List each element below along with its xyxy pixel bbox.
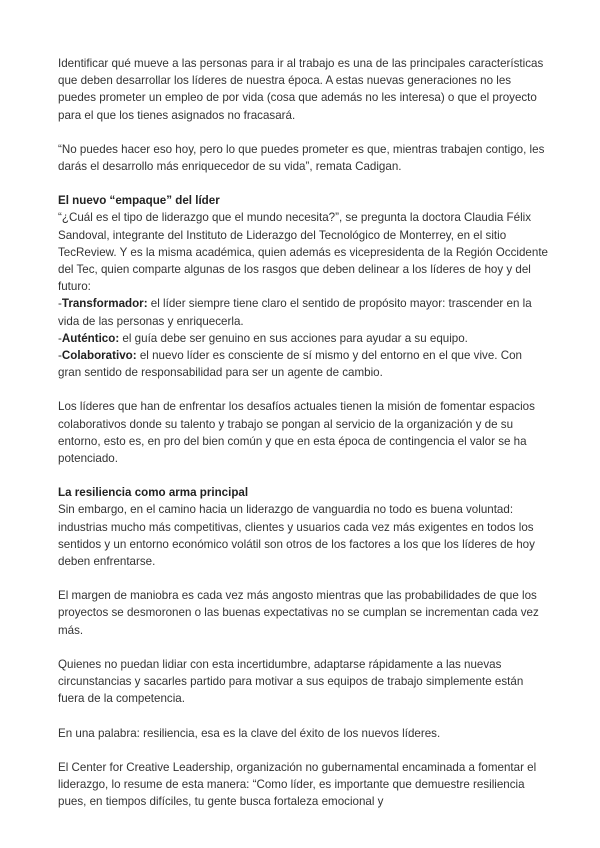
trait-description: el nuevo líder es consciente de sí mismo y del entorno en el que vive. Con gran sentido de responsabilidad para ser un agente de cambio. [58,349,522,380]
trait-term: Colaborativo: [61,349,137,363]
vanguard-paragraph: Sin embargo, en el camino hacia un liderazgo de vanguardia no todo es buena voluntad: industrias mucho más competitivas, clientes y usuarios cada vez más exigentes en todos los sentidos y un entorno económico volátil son otros de los factores a los que los líderes de hoy deben enfrentarse. [58,503,535,569]
trait-dash: - [58,349,62,363]
challenges-paragraph: Los líderes que han de enfrentar los desafíos actuales tienen la misión de fomentar espacios colaborativos donde su talento y trabajo se pongan al servicio de la organización y de su entorno, esto es, en pro del bien común y que en esta época de contingencia el valor se ha potenciado. [58,400,535,466]
trait-dash: - [58,297,62,311]
document-page [58,55,548,810]
trait-description: el guía debe ser genuino en sus acciones para ayudar a su equipo. [119,331,468,345]
trait-dash: - [58,331,62,345]
leadership-question-paragraph: “¿Cuál es el tipo de liderazgo que el mundo necesita?”, se pregunta la doctora Claudia Félix Sandoval, integrante del Instituto de Liderazgo del Tecnológico de Monterrey, en el sitio TecReview. Y es la misma académica, quien además es vicepresidenta de la Región Occidente del Tec, quien comparte algunas de los rasgos que deben delinear a los líderes de hoy y del futuro: [58,211,548,294]
section-heading-empaque: El nuevo “empaque” del líder [58,194,220,208]
trait-term: Auténtico: [61,331,120,345]
trait-transformador [58,295,548,329]
resilience-key-paragraph: En una palabra: resiliencia, esa es la clave del éxito de los nuevos líderes. [58,726,441,740]
ccl-paragraph: El Center for Creative Leadership, organización no gubernamental encaminada a fomentar el liderazgo, lo resume de esta manera: “Como líder, es importante que demuestre resiliencia pues, en tiempos difíciles, tu gente busca fortaleza emocional y [58,760,537,809]
margin-paragraph: El margen de maniobra es cada vez más angosto mientras que las probabilidades de que los proyectos se desmoronen o las buenas expectativas no se cumplan se incrementan cada vez más. [58,589,539,637]
trait-description: el líder siempre tiene claro el sentido de propósito mayor: trascender en la vida de las personas y enriquecerla. [58,297,532,328]
intro-paragraph: Identificar qué mueve a las personas para ir al trabajo es una de las principales características que deben desarrollar los líderes de nuestra época. A estas nuevas generaciones no les puedes prometer un empleo de por vida (cosa que además no les interesa) o que el proyecto para el que los tienes asignados no fracasará. [58,57,544,122]
section-heading-resiliencia: La resiliencia como arma principal [58,486,249,500]
uncertainty-paragraph: Quienes no puedan lidiar con esta incertidumbre, adaptarse rápidamente a las nuevas circunstancias y sacarles partido para motivar a sus equipos de trabajo simplemente están fuera de la competencia. [58,657,524,706]
trait-term: Transformador: [61,297,148,311]
trait-autentico [58,330,548,347]
quote-paragraph: “No puedes hacer eso hoy, pero lo que puedes prometer es que, mientras trabajen contigo, les darás el desarrollo más enriquecedor de su vida”, remata Cadigan. [58,142,545,174]
trait-colaborativo [58,347,548,381]
